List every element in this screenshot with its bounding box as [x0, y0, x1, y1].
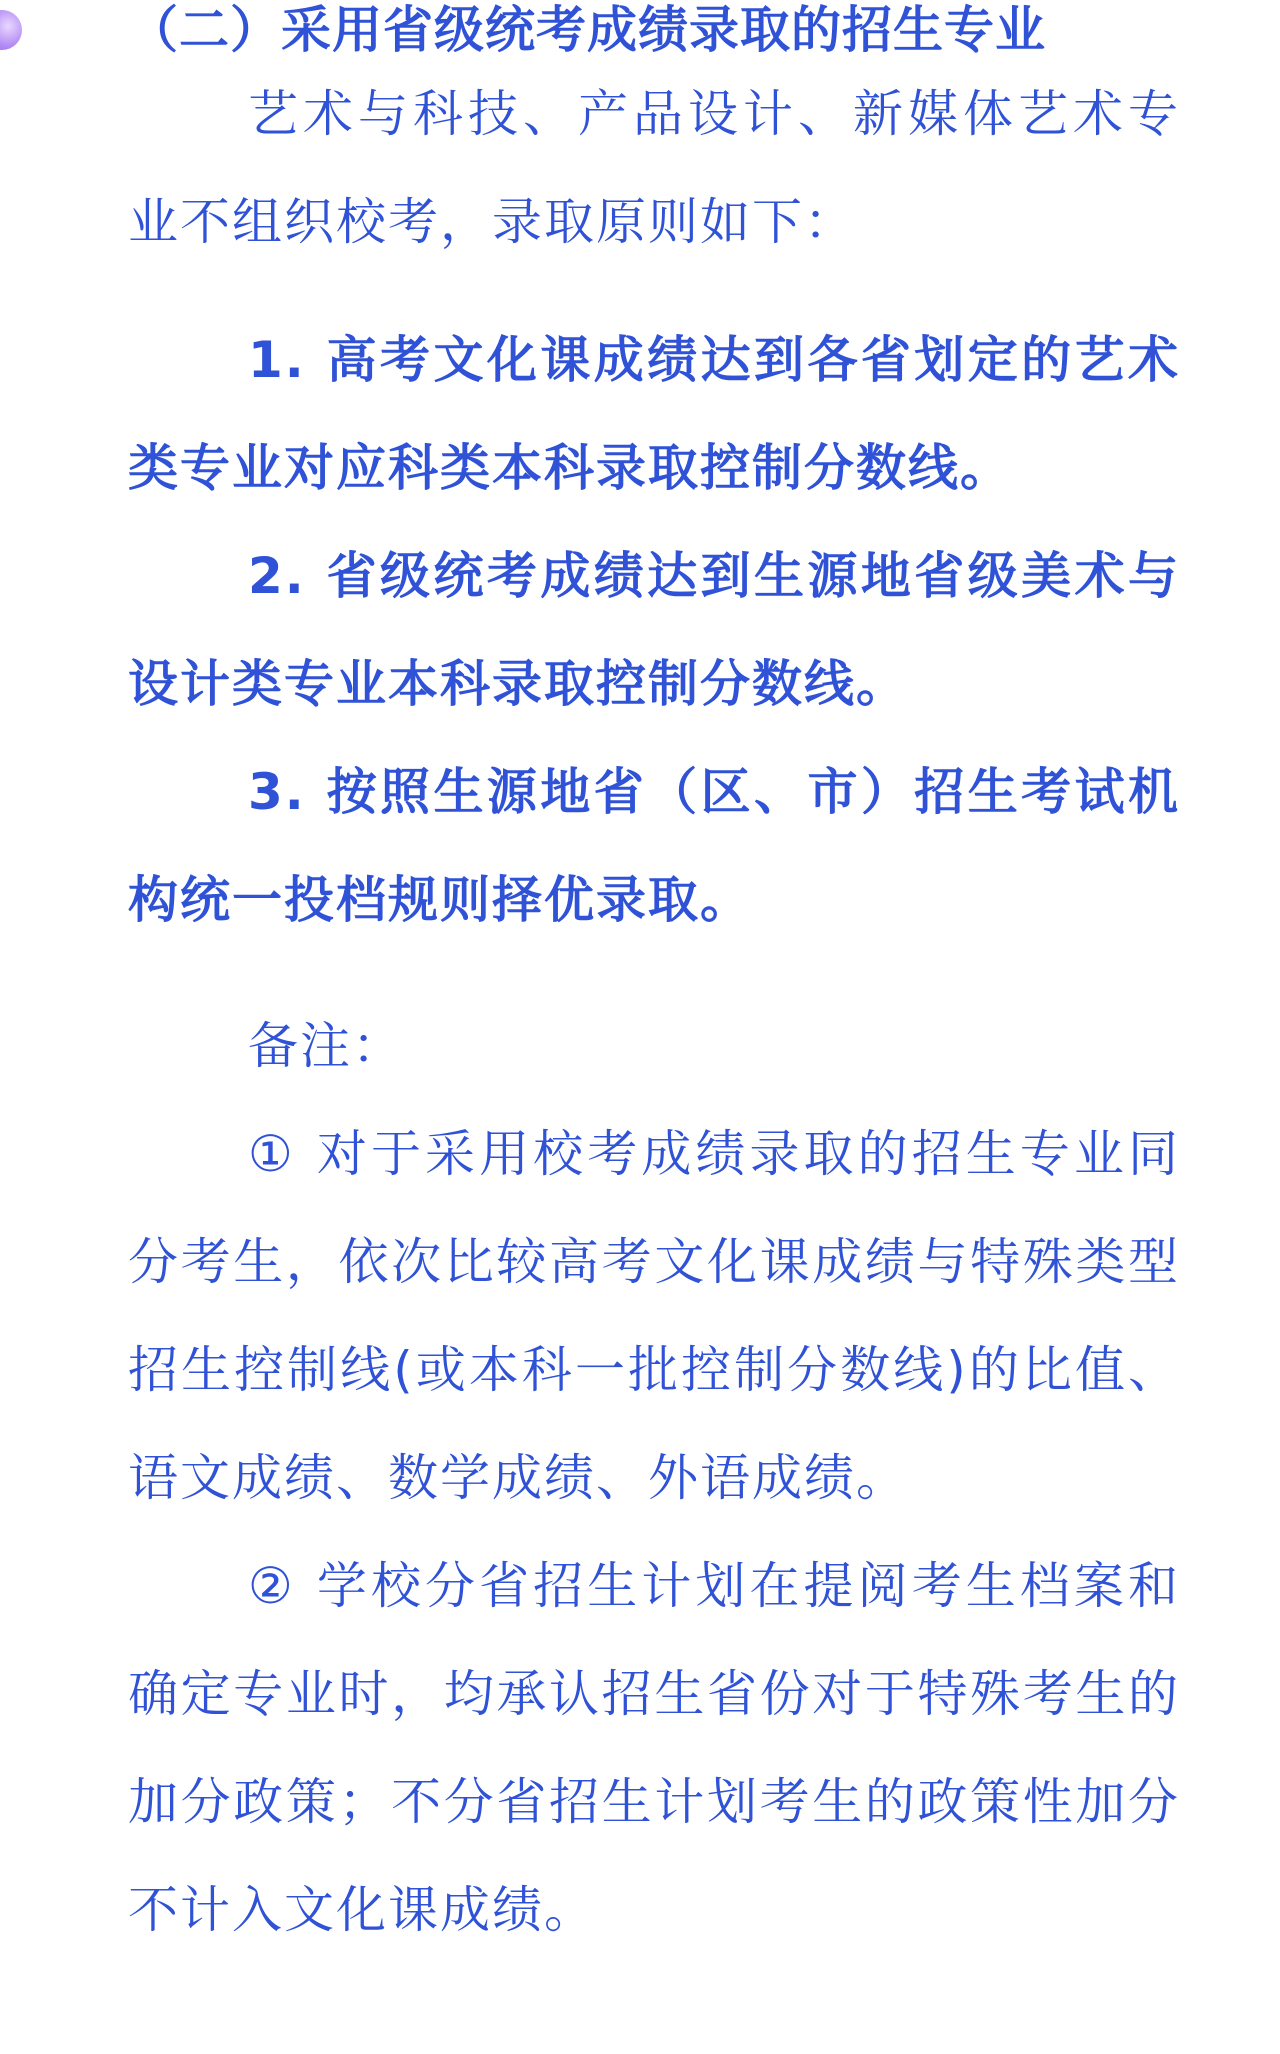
spacer: [128, 954, 1180, 992]
rule-item-1: 1. 高考文化课成绩达到各省划定的艺术类专业对应科类本科录取控制分数线。: [128, 331, 1180, 497]
decorative-dot: [0, 10, 22, 50]
article-content: [128, 0, 1180, 1964]
rule-item-2: 2. 省级统考成绩达到生源地省级美术与设计类专业本科录取控制分数线。: [128, 547, 1180, 713]
section-heading: （二）采用省级统考成绩录取的招生专业: [128, 1, 1046, 59]
notes-label: 备注：: [248, 1017, 404, 1075]
note-item-1: ① 对于采用校考成绩录取的招生专业同分考生，依次比较高考文化课成绩与特殊类型招生控制线(或本科一批控制分数线)的比值、语文成绩、数学成绩、外语成绩。: [128, 1125, 1180, 1507]
intro-paragraph: 艺术与科技、产品设计、新媒体艺术专业不组织校考，录取原则如下：: [128, 85, 1180, 251]
rule-item-3: 3. 按照生源地省（区、市）招生考试机构统一投档规则择优录取。: [128, 763, 1180, 929]
spacer: [128, 276, 1180, 306]
note-item-2: ② 学校分省招生计划在提阅考生档案和确定专业时，均承认招生省份对于特殊考生的加分政策；不分省招生计划考生的政策性加分不计入文化课成绩。: [128, 1557, 1180, 1939]
